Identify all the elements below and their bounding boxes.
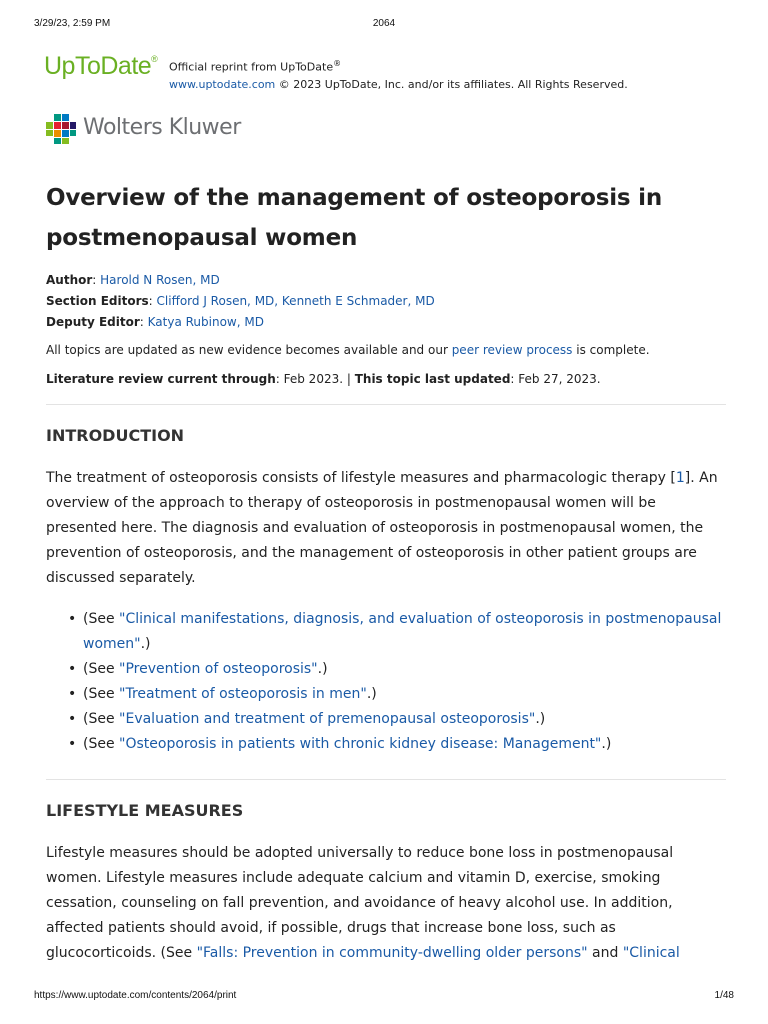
clinical-link[interactable]: "Clinical (622, 945, 680, 961)
list-item (68, 707, 726, 732)
deputy-editor-link[interactable]: Katya Rubinow, MD (147, 315, 264, 329)
lifestyle-paragraph (46, 841, 726, 966)
see-prefix: (See (83, 611, 120, 627)
see-suffix: .) (317, 661, 328, 677)
last-updated-value: : Feb 27, 2023. (510, 372, 601, 386)
related-topic-link[interactable]: "Treatment of osteoporosis in men" (119, 686, 367, 702)
section-divider (46, 404, 726, 405)
update-notice (46, 341, 726, 359)
see-prefix: (See (83, 711, 120, 727)
lifestyle-text: Lifestyle measures should be adopted universally to reduce bone loss in postmenopausal women. Lifestyle measures include adequate calcium and vitamin D, exercise, smoking cessation, counseling on fall prevention, and avoidance of heavy alcohol use. In addition, affected patients should avoid, if possible, drugs that increase bone loss, such as glucocorticoids. (See (46, 845, 674, 961)
reprint-line: Official reprint from UpToDate (169, 60, 334, 74)
wolters-kluwer-logo[interactable] (45, 113, 305, 147)
author-link[interactable]: Harold N Rosen, MD (100, 273, 220, 287)
lit-review-value: : Feb 2023. | (275, 372, 355, 386)
uptodate-logo-mark: ® (151, 54, 158, 64)
review-dates (46, 370, 726, 388)
introduction-paragraph (46, 466, 726, 591)
related-topic-link[interactable]: "Osteoporosis in patients with chronic kidney disease: Management" (119, 736, 602, 752)
print-title: 2064 (372, 18, 396, 29)
author-label: Author (46, 273, 93, 287)
falls-prevention-link[interactable]: "Falls: Prevention in community-dwelling older persons" (196, 945, 588, 961)
related-topics-list (68, 607, 726, 757)
see-prefix: (See (83, 661, 120, 677)
print-url: https://www.uptodate.com/contents/2064/print (34, 990, 237, 1001)
deputy-editor-label: Deputy Editor (46, 315, 140, 329)
reference-link[interactable]: 1 (675, 470, 685, 486)
see-suffix: .) (601, 736, 612, 752)
lifestyle-heading: LIFESTYLE MEASURES (46, 801, 244, 820)
intro-text-end: ]. An overview of the approach to therapy of osteoporosis in postmenopausal women will be presented here. The diagnosis and evaluation of osteoporosis in postmenopausal women, the prevention of osteoporosis, and the management of osteoporosis in other patient groups are discussed separately. (46, 470, 718, 586)
publisher-name: Wolters Kluwer (83, 115, 241, 140)
related-topic-link[interactable]: "Prevention of osteoporosis" (119, 661, 318, 677)
notice-text-end: is complete. (572, 343, 650, 357)
introduction-heading: INTRODUCTION (46, 426, 185, 445)
article-meta: Author: Harold N Rosen, MD Section Editors: Clifford J Rosen, MD, Kenneth E Schmader, MD Deputy Editor: Katya Rubinow, MD (46, 273, 435, 329)
see-suffix: .) (535, 711, 546, 727)
reprint-notice (169, 55, 628, 93)
last-updated-label: This topic last updated (354, 372, 511, 386)
list-item (68, 732, 726, 757)
see-prefix: (See (83, 736, 120, 752)
see-suffix: .) (366, 686, 377, 702)
list-item (68, 682, 726, 707)
uptodate-logo[interactable] (44, 52, 157, 81)
copyright-text: © 2023 UpToDate, Inc. and/or its affiliates. All Rights Reserved. (275, 77, 628, 91)
print-footer (34, 990, 734, 1004)
section-editors-label: Section Editors (46, 294, 149, 308)
reprint-registered-mark: ® (333, 59, 342, 68)
notice-text: All topics are updated as new evidence becomes available and our (46, 343, 452, 357)
wolters-kluwer-mosaic-icon (45, 113, 77, 145)
peer-review-link[interactable]: peer review process (451, 343, 573, 357)
see-suffix: .) (140, 636, 151, 652)
article-title: Overview of the management of osteoporosis in postmenopausal women (46, 185, 663, 251)
uptodate-site-link[interactable]: www.uptodate.com (169, 77, 276, 91)
lit-review-label: Literature review current through (46, 372, 276, 386)
list-item (68, 657, 726, 682)
intro-text: The treatment of osteoporosis consists of lifestyle measures and pharmacologic therapy [ (46, 470, 676, 486)
section-divider (46, 779, 726, 780)
brand-row (44, 52, 724, 91)
related-topic-link[interactable]: "Clinical manifestations, diagnosis, and evaluation of osteoporosis in postmenopausal women" (83, 611, 722, 652)
related-topic-link[interactable]: "Evaluation and treatment of premenopausal osteoporosis" (119, 711, 536, 727)
print-date: 3/29/23, 2:59 PM (34, 18, 111, 29)
uptodate-logo-text: UpToDate (44, 52, 152, 80)
see-prefix: (See (83, 686, 120, 702)
section-editors-link[interactable]: Clifford J Rosen, MD, Kenneth E Schmader, MD (156, 294, 435, 308)
and-text: and (587, 945, 623, 961)
article (46, 178, 726, 966)
list-item (68, 607, 726, 657)
page-number: 1/48 (714, 990, 734, 1001)
print-header (34, 18, 734, 32)
